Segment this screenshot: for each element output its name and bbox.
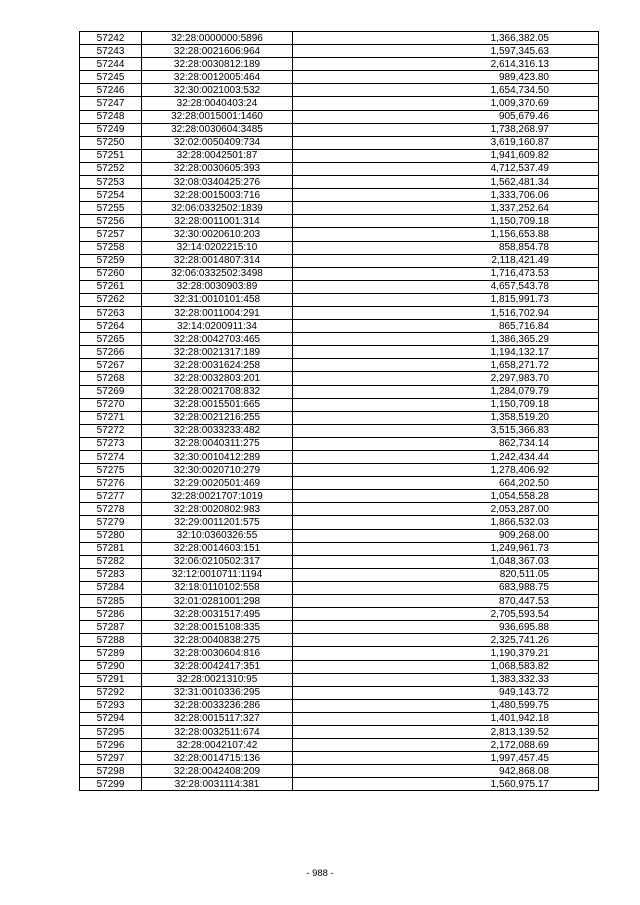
row-number-cell: 57271 (80, 411, 142, 424)
amount-cell: 820,511.05 (293, 568, 599, 581)
cadastral-number-cell: 32:28:0033233:482 (142, 424, 293, 437)
table-row (80, 333, 599, 346)
amount-cell: 1,048,367.03 (293, 555, 599, 568)
amount-cell: 870,447.53 (293, 595, 599, 608)
cadastral-number-cell: 32:28:0030812:189 (142, 58, 293, 71)
table-row (80, 437, 599, 450)
amount-cell: 1,560,975.17 (293, 778, 599, 791)
table-row (80, 372, 599, 385)
row-number-cell: 57287 (80, 621, 142, 634)
table-row (80, 149, 599, 162)
cadastral-number-cell: 32:28:0011001:314 (142, 215, 293, 228)
amount-cell: 2,813,139.52 (293, 725, 599, 738)
row-number-cell: 57247 (80, 97, 142, 110)
row-number-cell: 57272 (80, 424, 142, 437)
row-number-cell: 57275 (80, 464, 142, 477)
row-number-cell: 57289 (80, 647, 142, 660)
table-row (80, 725, 599, 738)
table-row (80, 765, 599, 778)
amount-cell: 1,716,473.53 (293, 267, 599, 280)
amount-cell: 3,515,366.83 (293, 424, 599, 437)
table-row (80, 516, 599, 529)
cadastral-number-cell: 32:28:0042703:465 (142, 333, 293, 346)
row-number-cell: 57264 (80, 320, 142, 333)
cadastral-number-cell: 32:28:0014603:151 (142, 542, 293, 555)
amount-cell: 1,054,558.28 (293, 490, 599, 503)
row-number-cell: 57265 (80, 333, 142, 346)
row-number-cell: 57251 (80, 149, 142, 162)
table-row (80, 568, 599, 581)
row-number-cell: 57270 (80, 398, 142, 411)
amount-cell: 909,268.00 (293, 529, 599, 542)
cadastral-number-cell: 32:28:0021317:189 (142, 346, 293, 359)
table-row (80, 280, 599, 293)
cadastral-number-cell: 32:28:0042107:42 (142, 739, 293, 752)
cadastral-number-cell: 32:28:0015117:327 (142, 712, 293, 725)
amount-cell: 1,278,406.92 (293, 464, 599, 477)
cadastral-number-cell: 32:28:0015003:716 (142, 189, 293, 202)
cadastral-number-cell: 32:28:0031517:495 (142, 608, 293, 621)
table-row (80, 320, 599, 333)
amount-cell: 1,997,457.45 (293, 752, 599, 765)
table-row (80, 503, 599, 516)
table-row (80, 686, 599, 699)
amount-cell: 1,150,709.18 (293, 398, 599, 411)
table-row (80, 58, 599, 71)
amount-cell: 1,337,252.64 (293, 202, 599, 215)
cadastral-number-cell: 32:28:0014715:136 (142, 752, 293, 765)
amount-cell: 858,854.78 (293, 241, 599, 254)
amount-cell: 1,194,132.17 (293, 346, 599, 359)
amount-cell: 1,658,271.72 (293, 359, 599, 372)
table-row (80, 254, 599, 267)
amount-cell: 664,202.50 (293, 477, 599, 490)
cadastral-number-cell: 32:10:0360326:55 (142, 529, 293, 542)
table-row (80, 110, 599, 123)
row-number-cell: 57284 (80, 581, 142, 594)
cadastral-number-cell: 32:28:0033236:286 (142, 699, 293, 712)
table-row (80, 673, 599, 686)
amount-cell: 1,242,434.44 (293, 451, 599, 464)
row-number-cell: 57260 (80, 267, 142, 280)
row-number-cell: 57255 (80, 202, 142, 215)
cadastral-number-cell: 32:28:0021606:964 (142, 45, 293, 58)
row-number-cell: 57274 (80, 451, 142, 464)
cadastral-number-cell: 32:31:0010101:458 (142, 293, 293, 306)
table-row (80, 346, 599, 359)
cadastral-number-cell: 32:28:0030605:393 (142, 162, 293, 175)
cadastral-number-cell: 32:06:0332502:1839 (142, 202, 293, 215)
row-number-cell: 57278 (80, 503, 142, 516)
table-row (80, 84, 599, 97)
amount-cell: 1,562,481.34 (293, 176, 599, 189)
row-number-cell: 57266 (80, 346, 142, 359)
row-number-cell: 57296 (80, 739, 142, 752)
amount-cell: 1,386,365.29 (293, 333, 599, 346)
cadastral-number-cell: 32:28:0040311:275 (142, 437, 293, 450)
row-number-cell: 57252 (80, 162, 142, 175)
amount-cell: 1,516,702.94 (293, 306, 599, 319)
table-row (80, 739, 599, 752)
amount-cell: 2,297,983.70 (293, 372, 599, 385)
cadastral-number-cell: 32:28:0021707:1019 (142, 490, 293, 503)
cadastral-number-cell: 32:28:0030903:89 (142, 280, 293, 293)
table-row (80, 608, 599, 621)
row-number-cell: 57261 (80, 280, 142, 293)
cadastral-number-cell: 32:28:0015501:665 (142, 398, 293, 411)
table-row (80, 71, 599, 84)
table-row (80, 542, 599, 555)
row-number-cell: 57263 (80, 306, 142, 319)
table-row (80, 712, 599, 725)
amount-cell: 1,358,519.20 (293, 411, 599, 424)
amount-cell: 1,401,942.18 (293, 712, 599, 725)
amount-cell: 1,815,991.73 (293, 293, 599, 306)
table-row (80, 555, 599, 568)
cadastral-number-cell: 32:01:0281001:298 (142, 595, 293, 608)
table-row (80, 595, 599, 608)
table-row (80, 385, 599, 398)
cadastral-number-cell: 32:29:0011201:575 (142, 516, 293, 529)
cadastral-number-cell: 32:30:0020710:279 (142, 464, 293, 477)
amount-cell: 1,009,370.69 (293, 97, 599, 110)
cadastral-number-cell: 32:28:0015108:335 (142, 621, 293, 634)
row-number-cell: 57282 (80, 555, 142, 568)
row-number-cell: 57279 (80, 516, 142, 529)
table-row (80, 778, 599, 791)
table-row (80, 293, 599, 306)
row-number-cell: 57281 (80, 542, 142, 555)
amount-cell: 1,597,345.63 (293, 45, 599, 58)
row-number-cell: 57244 (80, 58, 142, 71)
table-row (80, 306, 599, 319)
amount-cell: 1,941,609.82 (293, 149, 599, 162)
amount-cell: 1,150,709.18 (293, 215, 599, 228)
row-number-cell: 57242 (80, 32, 142, 45)
amount-cell: 1,190,379.21 (293, 647, 599, 660)
cadastral-number-cell: 32:14:0200911:34 (142, 320, 293, 333)
row-number-cell: 57280 (80, 529, 142, 542)
table-row (80, 660, 599, 673)
cadastral-number-cell: 32:28:0032803:201 (142, 372, 293, 385)
row-number-cell: 57293 (80, 699, 142, 712)
amount-cell: 1,068,583.82 (293, 660, 599, 673)
row-number-cell: 57248 (80, 110, 142, 123)
cadastral-number-cell: 32:14:0202215:10 (142, 241, 293, 254)
cadastral-number-cell: 32:28:0040403:24 (142, 97, 293, 110)
amount-cell: 1,249,961.73 (293, 542, 599, 555)
amount-cell: 989,423.80 (293, 71, 599, 84)
cadastral-number-cell: 32:28:0021310:95 (142, 673, 293, 686)
cadastral-number-cell: 32:28:0032511:674 (142, 725, 293, 738)
amount-cell: 2,614,316.13 (293, 58, 599, 71)
cadastral-number-cell: 32:28:0015001:1460 (142, 110, 293, 123)
table-row (80, 398, 599, 411)
amount-cell: 1,738,268.97 (293, 123, 599, 136)
amount-cell: 2,053,287.00 (293, 503, 599, 516)
table-row (80, 202, 599, 215)
amount-cell: 905,679.46 (293, 110, 599, 123)
cadastral-number-cell: 32:28:0042408:209 (142, 765, 293, 778)
cadastral-number-cell: 32:30:0020610:203 (142, 228, 293, 241)
row-number-cell: 57298 (80, 765, 142, 778)
row-number-cell: 57290 (80, 660, 142, 673)
table-row (80, 621, 599, 634)
table-row (80, 451, 599, 464)
cadastral-number-cell: 32:06:0332502:3498 (142, 267, 293, 280)
row-number-cell: 57276 (80, 477, 142, 490)
table-row (80, 477, 599, 490)
row-number-cell: 57297 (80, 752, 142, 765)
table-row (80, 581, 599, 594)
amount-cell: 2,172,088.69 (293, 739, 599, 752)
row-number-cell: 57285 (80, 595, 142, 608)
cadastral-number-cell: 32:28:0021708:832 (142, 385, 293, 398)
amount-cell: 1,383,332.33 (293, 673, 599, 686)
table-row (80, 215, 599, 228)
table-row (80, 411, 599, 424)
table-row (80, 699, 599, 712)
table-row (80, 162, 599, 175)
cadastral-number-cell: 32:02:0050409:734 (142, 136, 293, 149)
amount-cell: 1,480,599.75 (293, 699, 599, 712)
table-row (80, 464, 599, 477)
amount-cell: 1,333,706.06 (293, 189, 599, 202)
amount-cell: 3,619,160.87 (293, 136, 599, 149)
amount-cell: 865,716.84 (293, 320, 599, 333)
cadastral-number-cell: 32:30:0010412:289 (142, 451, 293, 464)
cadastral-number-cell: 32:28:0021216:255 (142, 411, 293, 424)
table-row (80, 189, 599, 202)
row-number-cell: 57243 (80, 45, 142, 58)
cadastral-number-cell: 32:18:0110102:558 (142, 581, 293, 594)
row-number-cell: 57250 (80, 136, 142, 149)
table-row (80, 647, 599, 660)
cadastral-number-cell: 32:28:0030604:3485 (142, 123, 293, 136)
cadastral-number-cell: 32:31:0010336:295 (142, 686, 293, 699)
amount-cell: 1,654,734.50 (293, 84, 599, 97)
row-number-cell: 57253 (80, 176, 142, 189)
amount-cell: 4,712,537.49 (293, 162, 599, 175)
amount-cell: 936,695.88 (293, 621, 599, 634)
amount-cell: 683,988.75 (293, 581, 599, 594)
cadastral-number-cell: 32:28:0031624:258 (142, 359, 293, 372)
amount-cell: 1,866,532.03 (293, 516, 599, 529)
table-row (80, 228, 599, 241)
table-row (80, 136, 599, 149)
row-number-cell: 57295 (80, 725, 142, 738)
table-row (80, 752, 599, 765)
row-number-cell: 57249 (80, 123, 142, 136)
row-number-cell: 57258 (80, 241, 142, 254)
cadastral-number-cell: 32:08:0340425:276 (142, 176, 293, 189)
row-number-cell: 57292 (80, 686, 142, 699)
cadastral-number-cell: 32:30:0021003:532 (142, 84, 293, 97)
registry-table (79, 31, 599, 791)
registry-table-body (80, 32, 599, 791)
table-row (80, 123, 599, 136)
row-number-cell: 57273 (80, 437, 142, 450)
table-row (80, 97, 599, 110)
cadastral-number-cell: 32:28:0040838:275 (142, 634, 293, 647)
table-row (80, 359, 599, 372)
row-number-cell: 57291 (80, 673, 142, 686)
cadastral-number-cell: 32:28:0014807:314 (142, 254, 293, 267)
row-number-cell: 57286 (80, 608, 142, 621)
cadastral-number-cell: 32:12:0010711:1194 (142, 568, 293, 581)
table-row (80, 490, 599, 503)
table-row (80, 529, 599, 542)
row-number-cell: 57269 (80, 385, 142, 398)
cadastral-number-cell: 32:29:0020501:469 (142, 477, 293, 490)
cadastral-number-cell: 32:28:0042501:87 (142, 149, 293, 162)
row-number-cell: 57294 (80, 712, 142, 725)
table-row (80, 32, 599, 45)
row-number-cell: 57246 (80, 84, 142, 97)
amount-cell: 1,284,079.79 (293, 385, 599, 398)
cadastral-number-cell: 32:28:0011004:291 (142, 306, 293, 319)
row-number-cell: 57259 (80, 254, 142, 267)
cadastral-number-cell: 32:28:0042417:351 (142, 660, 293, 673)
amount-cell: 1,366,382.05 (293, 32, 599, 45)
amount-cell: 2,118,421.49 (293, 254, 599, 267)
table-row (80, 634, 599, 647)
row-number-cell: 57254 (80, 189, 142, 202)
row-number-cell: 57267 (80, 359, 142, 372)
amount-cell: 2,325,741.26 (293, 634, 599, 647)
cadastral-number-cell: 32:28:0020802:983 (142, 503, 293, 516)
row-number-cell: 57262 (80, 293, 142, 306)
row-number-cell: 57268 (80, 372, 142, 385)
amount-cell: 2,705,593.54 (293, 608, 599, 621)
table-row (80, 45, 599, 58)
cadastral-number-cell: 32:28:0030604:816 (142, 647, 293, 660)
amount-cell: 949,143.72 (293, 686, 599, 699)
cadastral-number-cell: 32:06:0210502:317 (142, 555, 293, 568)
cadastral-number-cell: 32:28:0000000:5896 (142, 32, 293, 45)
amount-cell: 942,868.08 (293, 765, 599, 778)
table-row (80, 176, 599, 189)
row-number-cell: 57277 (80, 490, 142, 503)
amount-cell: 1,156,653.88 (293, 228, 599, 241)
cadastral-number-cell: 32:28:0031114:381 (142, 778, 293, 791)
row-number-cell: 57288 (80, 634, 142, 647)
page-number: - 988 - (306, 868, 334, 879)
row-number-cell: 57245 (80, 71, 142, 84)
table-row (80, 424, 599, 437)
amount-cell: 4,657,543.78 (293, 280, 599, 293)
cadastral-number-cell: 32:28:0012005:464 (142, 71, 293, 84)
row-number-cell: 57257 (80, 228, 142, 241)
row-number-cell: 57299 (80, 778, 142, 791)
row-number-cell: 57283 (80, 568, 142, 581)
table-row (80, 267, 599, 280)
table-row (80, 241, 599, 254)
amount-cell: 862,734.14 (293, 437, 599, 450)
row-number-cell: 57256 (80, 215, 142, 228)
